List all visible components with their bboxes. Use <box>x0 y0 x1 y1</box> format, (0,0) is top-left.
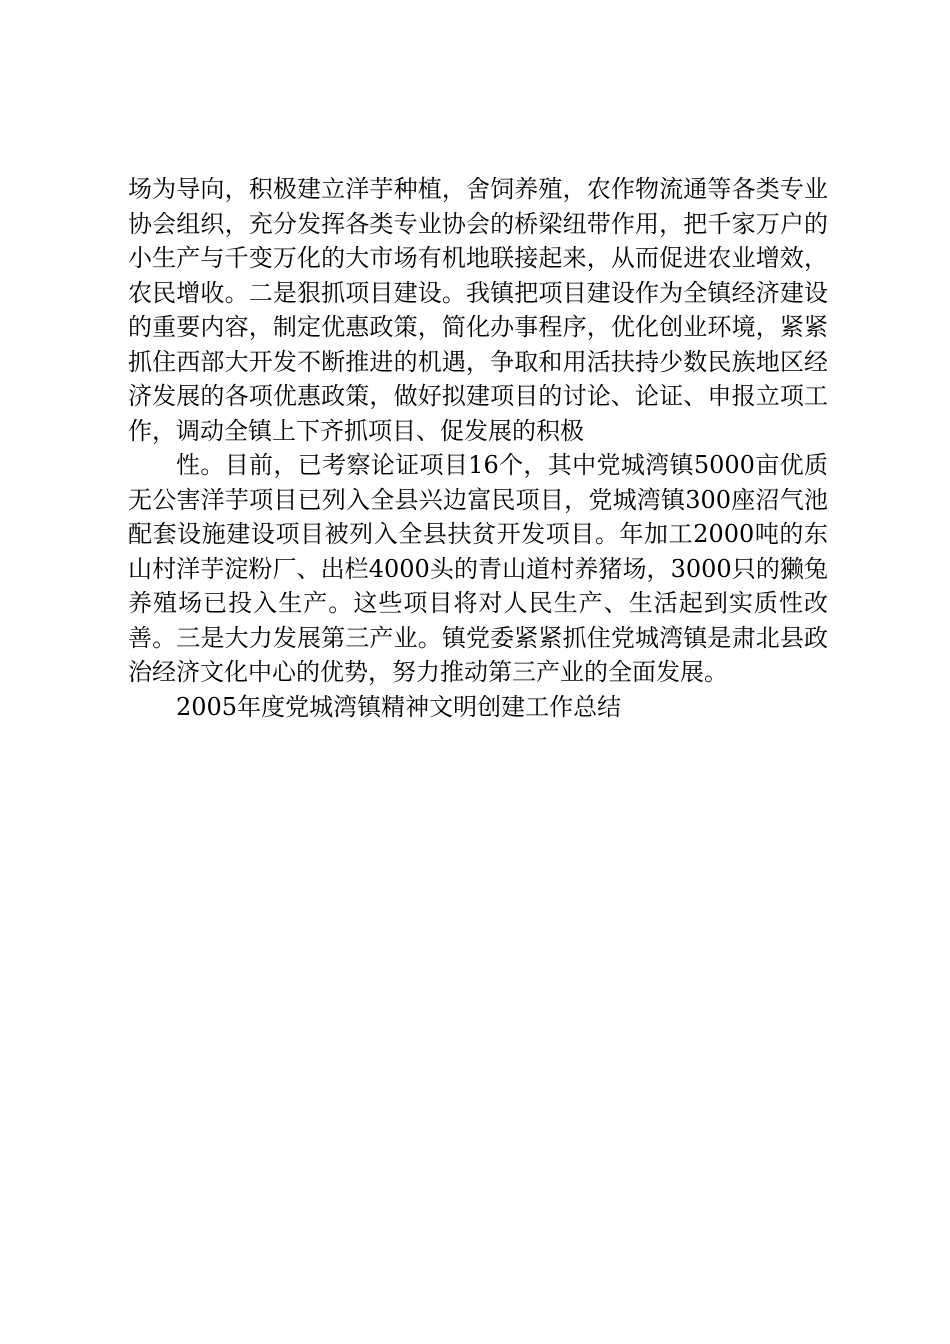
document-body <box>128 172 828 724</box>
document-footer-title: 2005年度党城湾镇精神文明创建工作总结 <box>176 692 622 721</box>
paragraph-agriculture-projects: 场为导向，积极建立洋芋种植，舍饲养殖，农作物流通等各类专业协会组织，充分发挥各类专业协会的桥梁纽带作用，把千家万户的小生产与千变万化的大市场有机地联接起来，从而促进农业增效，农民增收。二是狠抓项目建设。我镇把项目建设作为全镇经济建设的重要内容，制定优惠政策，简化办事程序，优化创业环境，紧紧抓住西部大开发不断推进的机遇，争取和用活扶持少数民族地区经济发展的各项优惠政策，做好拟建项目的讨论、论证、申报立项工作，调动全镇上下齐抓项目、促发展的积极 <box>128 175 828 445</box>
paragraph-project-progress: 性。目前，已考察论证项目16个，其中党城湾镇5000亩优质无公害洋芋项目已列入全县兴边富民项目，党城湾镇300座沼气池配套设施建设项目被列入全县扶贫开发项目。年加工2000吨的东山村洋芋淀粉厂、出栏4000头的青山道村养猪场，3000只的獭兔养殖场已投入生产。这些项目将对人民生产、生活起到实质性改善。三是大力发展第三产业。镇党委紧紧抓住党城湾镇是肃北县政治经济文化中心的优势，努力推动第三产业的全面发展。 <box>128 451 828 686</box>
